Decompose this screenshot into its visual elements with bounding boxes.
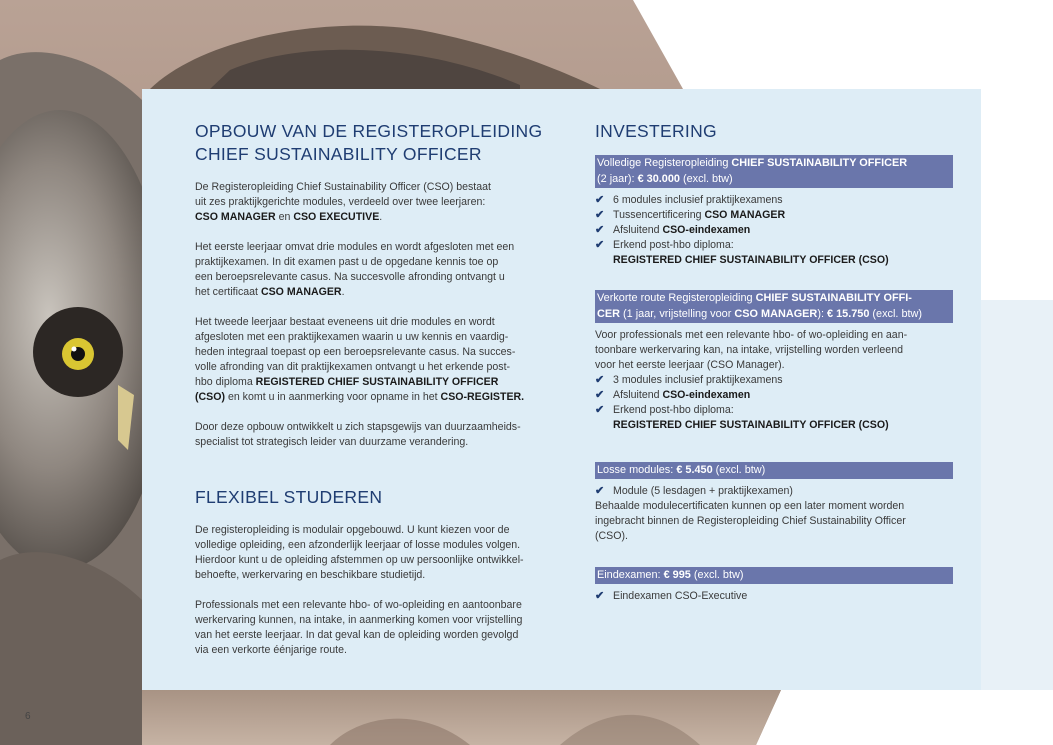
price: € 995 bbox=[663, 569, 691, 581]
item-text: Tussencertificering bbox=[613, 209, 705, 221]
text-line: (1 jaar, vrijstelling voor bbox=[620, 308, 735, 320]
text-line: Volledige Registeropleiding bbox=[597, 157, 732, 169]
emphasis: CER bbox=[597, 308, 620, 320]
emphasis: REGISTERED CHIEF SUSTAINABILITY OFFICER (CSO) bbox=[613, 419, 889, 431]
text-line: Losse modules: bbox=[597, 464, 677, 476]
list-item bbox=[595, 403, 955, 433]
emphasis: REGISTERED CHIEF SUSTAINABILITY OFFICER bbox=[255, 376, 499, 388]
text-line: Professionals met een relevante hbo- of wo-opleiding en aantoonbare bbox=[195, 599, 522, 611]
price: € 15.750 bbox=[827, 308, 870, 320]
text-line: volle afronding van dit praktijkexamen ontvangt u het erkende post- bbox=[195, 361, 511, 373]
item-text: Afsluitend bbox=[613, 224, 663, 236]
paragraph-summary bbox=[195, 420, 555, 450]
emphasis: CSO-eindexamen bbox=[662, 389, 751, 401]
text-line: een beroepsrelevante casus. Na succesvolle afronding ontvangt u bbox=[195, 271, 505, 283]
check-icon: ✔ bbox=[595, 194, 605, 206]
feature-list-exam bbox=[595, 589, 955, 604]
section-heading-flexible: FLEXIBEL STUDEREN bbox=[195, 487, 383, 507]
check-icon: ✔ bbox=[595, 374, 605, 386]
paragraph-first-year bbox=[195, 240, 555, 300]
section-heading-investment: INVESTERING bbox=[595, 121, 717, 141]
price-bar-short-route bbox=[595, 290, 953, 323]
emphasis: CSO MANAGER bbox=[195, 211, 276, 223]
price-bar-single-modules bbox=[595, 462, 953, 479]
text-line: De Registeropleiding Chief Sustainability Officer (CSO) bestaat bbox=[195, 181, 491, 193]
price: € 5.450 bbox=[676, 464, 713, 476]
left-column bbox=[195, 120, 555, 658]
feature-list-modules bbox=[595, 484, 955, 499]
list-item bbox=[595, 373, 955, 388]
text-line: (excl. btw) bbox=[869, 308, 923, 320]
price: € 30.000 bbox=[637, 173, 680, 185]
text-line: behoefte, werkervaring en beschikbare studietijd. bbox=[195, 569, 426, 581]
emphasis: CSO MANAGER bbox=[704, 209, 786, 221]
text-line: het certificaat bbox=[195, 286, 261, 298]
paragraph-modular bbox=[195, 523, 555, 583]
list-item bbox=[595, 223, 955, 238]
check-icon: ✔ bbox=[595, 224, 605, 236]
item-text: 3 modules inclusief praktijkexamens bbox=[613, 374, 783, 386]
feature-list-short bbox=[595, 373, 955, 433]
price-bar-final-exam bbox=[595, 567, 953, 584]
list-item bbox=[595, 589, 955, 604]
item-text: Afsluitend bbox=[613, 389, 663, 401]
text-line: Het tweede leerjaar bestaat eveneens uit drie modules en wordt bbox=[195, 316, 495, 328]
list-item bbox=[595, 193, 955, 208]
text-line: werkervaring kunnen, na intake, in aanmerking komen voor vrijstelling bbox=[195, 614, 523, 626]
item-text: Erkend post-hbo diploma: bbox=[613, 404, 734, 416]
text-line: (excl. btw) bbox=[679, 173, 733, 185]
right-column bbox=[595, 120, 955, 604]
text-line: uit zes praktijkgerichte modules, verdeeld over twee leerjaren: bbox=[195, 196, 486, 208]
text-line: via een verkorte éénjarige route. bbox=[195, 644, 347, 656]
panel-accent-block bbox=[981, 300, 1053, 690]
check-icon: ✔ bbox=[595, 239, 605, 251]
emphasis: CSO MANAGER bbox=[734, 308, 818, 320]
list-item bbox=[595, 208, 955, 223]
list-item bbox=[595, 238, 955, 268]
text-line: ingebracht binnen de Registeropleiding Chief Sustainability Officer bbox=[595, 515, 906, 527]
feature-list-full bbox=[595, 193, 955, 268]
check-icon: ✔ bbox=[595, 404, 605, 416]
paragraph-short-route bbox=[595, 328, 955, 373]
text-line: volledige opleiding, een afzonderlijk leerjaar of losse modules volgen. bbox=[195, 539, 521, 551]
emphasis: REGISTERED CHIEF SUSTAINABILITY OFFICER (CSO) bbox=[613, 254, 889, 266]
text-line: Hierdoor kunt u de opleiding afstemmen op uw persoonlijke ontwikkel- bbox=[195, 554, 524, 566]
text-line: Verkorte route Registeropleiding bbox=[597, 292, 756, 304]
text-line: Voor professionals met een relevante hbo- of wo-opleiding en aan- bbox=[595, 329, 908, 341]
text-line: ): bbox=[817, 308, 827, 320]
text-line: (excl. btw) bbox=[690, 569, 744, 581]
paragraph-second-year bbox=[195, 315, 555, 405]
item-text: Module (5 lesdagen + praktijkexamen) bbox=[613, 485, 793, 497]
text-line: voor het eerste leerjaar (CSO Manager). bbox=[595, 359, 785, 371]
emphasis: CSO-eindexamen bbox=[662, 224, 751, 236]
emphasis: CSO-REGISTER. bbox=[440, 391, 525, 403]
emphasis: CHIEF SUSTAINABILITY OFFICER bbox=[731, 157, 908, 169]
text-line: Eindexamen: bbox=[597, 569, 664, 581]
text-line: heden integraal toepast op een beroepsrelevante casus. Na succes- bbox=[195, 346, 516, 358]
heading-line-2: CHIEF SUSTAINABILITY OFFICER bbox=[195, 144, 482, 164]
list-item bbox=[595, 388, 955, 403]
text-line: Door deze opbouw ontwikkelt u zich stapsgewijs van duurzaamheids- bbox=[195, 421, 521, 433]
item-text: Erkend post-hbo diploma: bbox=[613, 239, 734, 251]
text-line: van het eerste leerjaar. In dat geval kan de opleiding worden gevolgd bbox=[195, 629, 519, 641]
emphasis: (CSO) bbox=[195, 391, 226, 403]
text-line: en komt u in aanmerking voor opname in het bbox=[225, 391, 441, 403]
text-line: . bbox=[379, 211, 383, 223]
emphasis: CHIEF SUSTAINABILITY OFFI- bbox=[755, 292, 912, 304]
text-line: en bbox=[275, 211, 294, 223]
price-bar-full-program bbox=[595, 155, 953, 188]
text-line: . bbox=[341, 286, 345, 298]
check-icon: ✔ bbox=[595, 389, 605, 401]
text-line: (excl. btw) bbox=[712, 464, 766, 476]
text-line: De registeropleiding is modulair opgebouwd. U kunt kiezen voor de bbox=[195, 524, 510, 536]
emphasis: CSO EXECUTIVE bbox=[293, 211, 380, 223]
text-line: toonbare werkervaring kan, na intake, vrijstelling worden verleend bbox=[595, 344, 903, 356]
text-line: praktijkexamen. In dit examen past u de opgedane kennis toe op bbox=[195, 256, 499, 268]
section-heading-structure bbox=[195, 120, 555, 166]
item-text: Eindexamen CSO-Executive bbox=[613, 590, 748, 602]
text-line: (CSO). bbox=[595, 530, 628, 542]
check-icon: ✔ bbox=[595, 590, 605, 602]
list-item bbox=[595, 484, 955, 499]
check-icon: ✔ bbox=[595, 209, 605, 221]
text-line: (2 jaar): bbox=[597, 173, 638, 185]
text-line: Behaalde modulecertificaten kunnen op een later moment worden bbox=[595, 500, 905, 512]
text-line: afgesloten met een praktijkexamen waarin u uw kennis en vaardig- bbox=[195, 331, 509, 343]
emphasis: CSO MANAGER bbox=[260, 286, 342, 298]
paragraph-intro bbox=[195, 180, 555, 225]
text-line: specialist tot strategisch leider van duurzame verandering. bbox=[195, 436, 469, 448]
page-number: 6 bbox=[25, 711, 31, 722]
heading-line-1: OPBOUW VAN DE REGISTEROPLEIDING bbox=[195, 121, 543, 141]
paragraph-exemption bbox=[195, 598, 555, 658]
check-icon: ✔ bbox=[595, 485, 605, 497]
text-line: Het eerste leerjaar omvat drie modules en wordt afgesloten met een bbox=[195, 241, 515, 253]
paragraph-modules bbox=[595, 499, 955, 544]
item-text: 6 modules inclusief praktijkexamens bbox=[613, 194, 783, 206]
text-line: hbo diploma bbox=[195, 376, 256, 388]
